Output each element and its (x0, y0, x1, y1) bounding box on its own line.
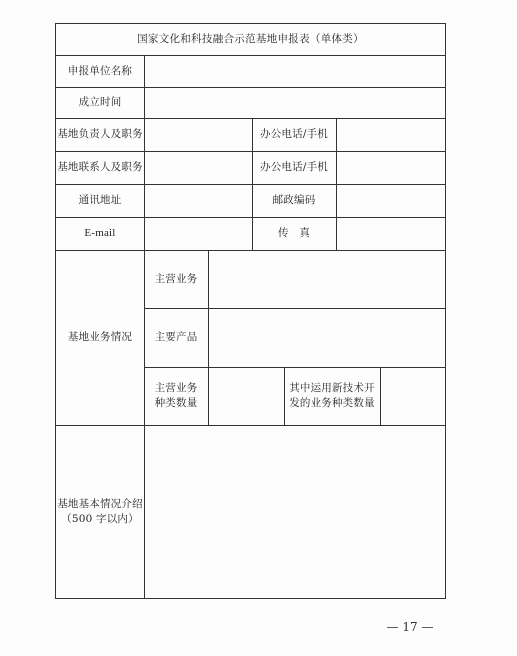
head-phone-label: 办公电话/手机 (260, 128, 328, 140)
business-status-label: 基地业务情况 (67, 331, 133, 343)
main-products-field[interactable] (208, 308, 445, 367)
contact-phone-label: 办公电话/手机 (260, 161, 328, 173)
main-products-label: 主要产品 (154, 331, 198, 343)
business-type-count-label-line2: 种类数量 (154, 397, 198, 409)
intro-label-line2: （500 字以内） (61, 512, 139, 525)
business-type-count-field[interactable] (208, 367, 284, 425)
form-title: 国家文化和科技融合示范基地申报表（单体类） (137, 33, 364, 45)
email-field[interactable] (144, 217, 252, 250)
postcode-field[interactable] (336, 184, 445, 217)
new-tech-count-field[interactable] (380, 367, 445, 425)
new-tech-count-label-line1: 其中运用新技术开 (289, 382, 375, 394)
applicant-name-label: 申报单位名称 (67, 64, 133, 77)
contact-phone-field[interactable] (336, 151, 445, 184)
business-type-count-label-line1: 主营业务 (154, 382, 198, 394)
main-business-field[interactable] (208, 250, 445, 308)
established-label: 成立时间 (78, 96, 122, 108)
applicant-name-field[interactable] (144, 55, 445, 87)
intro-label (56, 425, 144, 598)
established-field[interactable] (144, 87, 445, 118)
main-business-label: 主营业务 (154, 272, 198, 285)
contact-and-title-label: 基地联系人及职务 (57, 161, 143, 173)
email-label: E-mail (84, 227, 116, 239)
business-type-count-label (144, 367, 208, 425)
head-phone-field[interactable] (336, 118, 445, 151)
intro-field[interactable] (144, 425, 445, 598)
address-label: 通讯地址 (78, 194, 122, 206)
application-form-table (55, 23, 446, 599)
postcode-label: 邮政编码 (272, 194, 316, 206)
new-tech-count-label (284, 367, 380, 425)
head-and-title-label: 基地负责人及职务 (57, 128, 143, 140)
new-tech-count-label-line2: 发的业务种类数量 (289, 397, 375, 409)
page-number: — 17 — (386, 620, 434, 634)
head-and-title-field[interactable] (144, 118, 252, 151)
intro-label-line1: 基地基本情况介绍 (57, 497, 143, 510)
fax-label: 传 真 (277, 227, 311, 239)
fax-field[interactable] (336, 217, 445, 250)
address-field[interactable] (144, 184, 252, 217)
contact-and-title-field[interactable] (144, 151, 252, 184)
